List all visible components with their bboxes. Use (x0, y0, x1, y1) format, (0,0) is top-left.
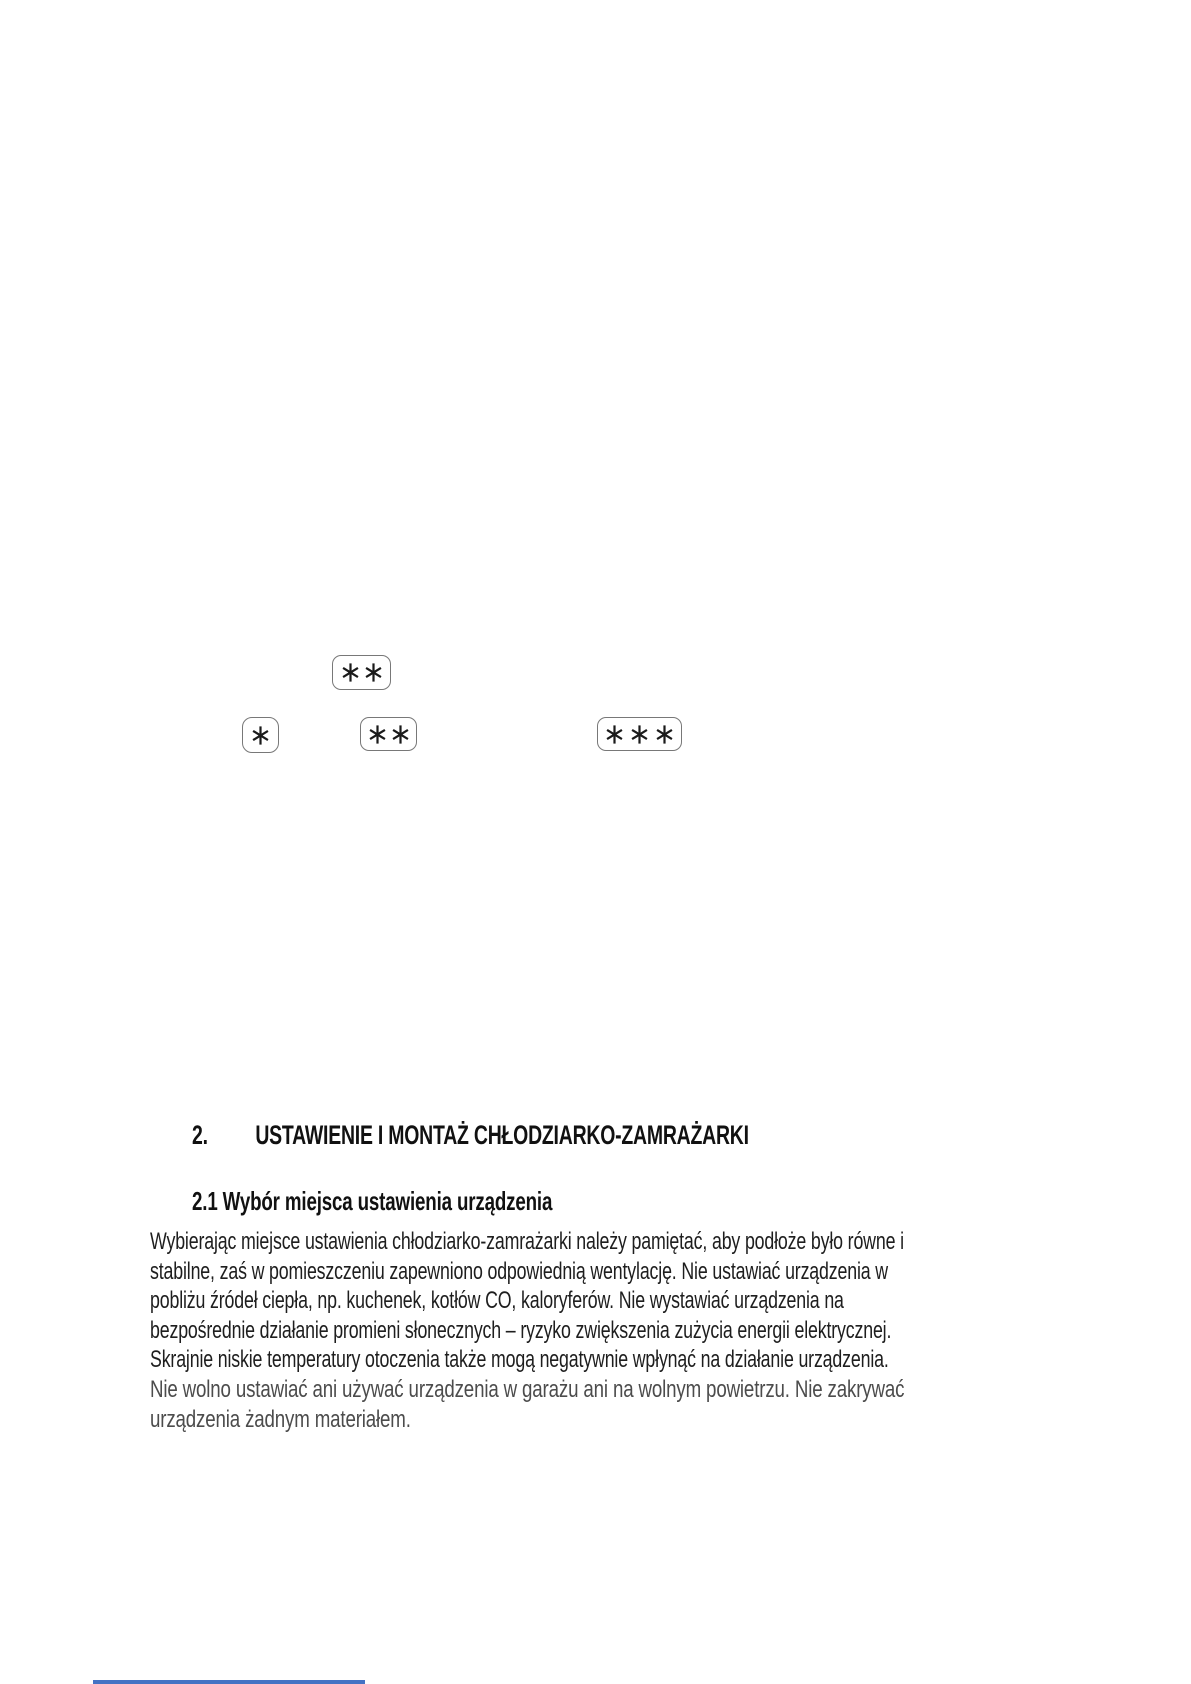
paragraph-line: urządzenia żadnym materiałem. (150, 1405, 411, 1433)
paragraph-line: Skrajnie niskie temperatury otoczenia także mogą negatywnie wpłynąć na działanie urządzenia. (150, 1346, 889, 1374)
paragraph-line: stabilne, zaś w pomieszczeniu zapewniono odpowiednią wentylację. Nie ustawiać urządzenia w (150, 1257, 888, 1285)
paragraph-line: Nie wolno ustawiać ani używać urządzenia w garażu ani na wolnym powietrzu. Nie zakrywać (150, 1375, 905, 1403)
body-paragraph (150, 1227, 1169, 1434)
section-heading (192, 1120, 749, 1150)
paragraph-line: Wybierając miejsce ustawienia chłodziarko-zamrażarki należy pamiętać, aby podłoże było równe i (150, 1228, 904, 1255)
star-asterisk-icon (630, 723, 649, 746)
star-asterisk-icon (391, 723, 410, 746)
paragraph-line: bezpośrednie działanie promieni słonecznych – ryzyko zwiększenia zużycia energii elektrycznej. (150, 1316, 892, 1344)
freezer-rating-symbol-two-star-top (332, 655, 391, 690)
star-asterisk-icon (368, 723, 387, 746)
star-asterisk-icon (341, 661, 360, 684)
star-asterisk-icon (364, 661, 383, 684)
subsection-heading: 2.1 Wybór miejsca ustawienia urządzenia (192, 1186, 553, 1216)
page-bottom-blue-line (93, 1680, 365, 1684)
freezer-rating-symbol-two-star (360, 717, 417, 751)
paragraph-line: pobliżu źródeł ciepła, np. kuchenek, kotłów CO, kaloryferów. Nie wystawiać urządzenia na (150, 1287, 844, 1315)
star-asterisk-icon (605, 723, 624, 746)
star-asterisk-icon (251, 724, 270, 747)
section-title: USTAWIENIE I MONTAŻ CHŁODZIARKO-ZAMRAŻARKI (255, 1120, 749, 1150)
freezer-rating-symbol-three-star (597, 717, 682, 751)
section-number: 2. (192, 1120, 208, 1150)
freezer-rating-symbol-one-star (242, 717, 279, 753)
star-asterisk-icon (655, 723, 674, 746)
